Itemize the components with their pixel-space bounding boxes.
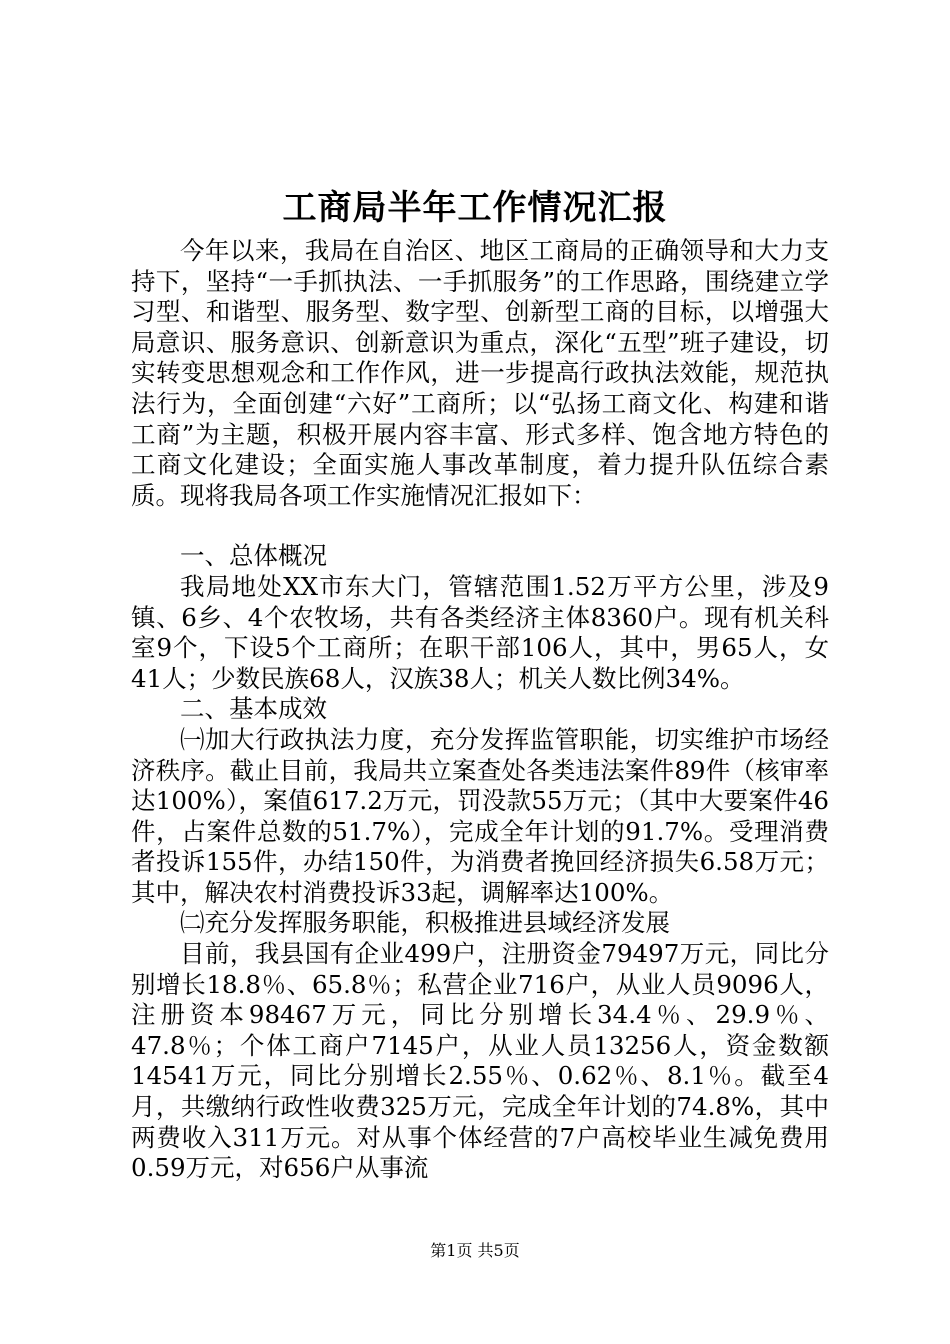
page-footer: 第1页 共5页 [430,1241,520,1260]
subsection-heading-service: ㈡充分发挥服务职能，积极推进县域经济发展 [180,908,670,938]
paragraph-gap [131,511,829,541]
document-title: 工商局半年工作情况汇报 [282,188,668,228]
section-heading-overview: 一、总体概况 [180,541,327,571]
intro-paragraph: 今年以来，我局在自治区、地区工商局的正确领导和大力支持下，坚持“一手抓执法、一手抓服务”的工作思路，围绕建立学习型、和谐型、服务型、数字型、创新型工商的目标，以增强大局意识、服务意识、创新意识为重点，深化“五型”班子建设，切实转变思想观念和工作作风，进一步提高行政执法效能，规范执法行为，全面创建“六好”工商所；以“弘扬工商文化、构建和谐工商”为主题，积极开展内容丰富、形式多样、饱含地方特色的工商文化建设；全面实施人事改革制度，着力提升队伍综合素质。现将我局各项工作实施情况汇报如下： [131,236,829,510]
section-heading-achievements: 二、基本成效 [180,694,327,724]
overview-paragraph: 我局地处XX市东大门，管辖范围1.52万平方公里，涉及9镇、6乡、4个农牧场，共有各类经济主体8360户。现有机关科室9个，下设5个工商所；在职干部106人，其中，男65人，女41人；少数民族68人，汉族38人；机关人数比例34%。 [131,571,829,693]
enforcement-paragraph: ㈠加大行政执法力度，充分发挥监管职能，切实维护市场经济秩序。截止目前，我局共立案查处各类违法案件89件（核审率达100%），案值617.2万元，罚没款55万元；（其中大要案件46件，占案件总数的51.7%），完成全年计划的91.7%。受理消费者投诉155件，办结150件，为消费者挽回经济损失6.58万元；其中，解决农村消费投诉33起，调解率达100%。 [131,724,829,907]
document-body [131,236,829,1184]
service-paragraph: 目前，我县国有企业499户，注册资金79497万元，同比分别增长18.8％、65.8％；私营企业716户，从业人员9096人，注册资本98467万元，同比分别增长34.4％、29.9％、47.8％；个体工商户7145户，从业人员13256人，资金数额14541万元，同比分别增长2.55％、0.62％、8.1％。截至4月，共缴纳行政性收费325万元，完成全年计划的74.8%，其中两费收入311万元。对从事个体经营的7户高校毕业生减免费用0.59万元，对656户从事流 [131,939,829,1183]
